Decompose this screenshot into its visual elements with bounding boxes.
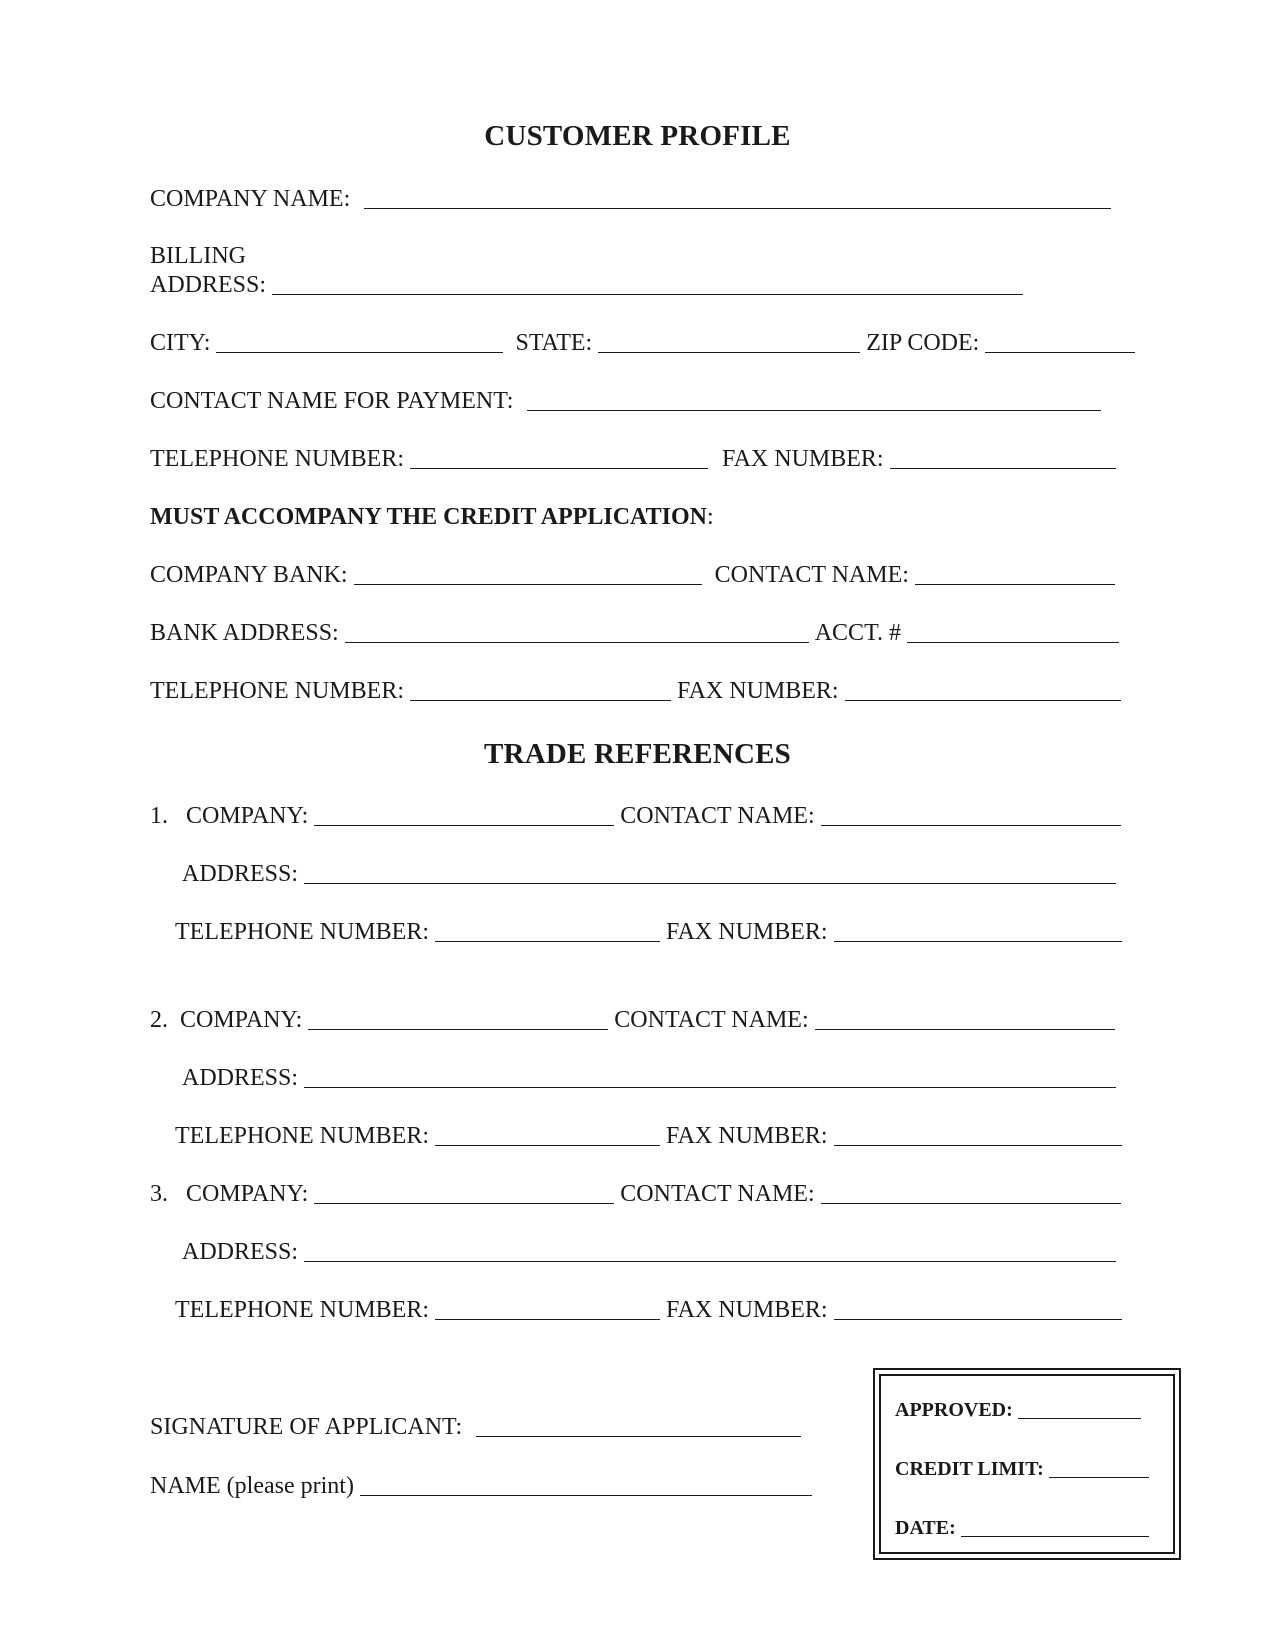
reference-contact-label: CONTACT NAME: — [620, 1181, 815, 1207]
company-bank-label: COMPANY BANK: — [150, 562, 348, 588]
date-field[interactable] — [961, 1518, 1149, 1537]
signature-field[interactable] — [476, 1414, 801, 1437]
contact-payment-field[interactable] — [527, 388, 1101, 411]
bank-telephone-label: TELEPHONE NUMBER: — [150, 678, 404, 704]
reference-number: 3. — [150, 1181, 168, 1207]
reference-1-company-row — [150, 802, 1121, 830]
reference-2-fax-field[interactable] — [834, 1123, 1122, 1146]
telephone-field[interactable] — [410, 446, 708, 469]
reference-address-label: ADDRESS: — [182, 1065, 299, 1091]
bank-address-field[interactable] — [345, 620, 809, 643]
reference-contact-label: CONTACT NAME: — [614, 1007, 809, 1033]
company-name-row — [150, 185, 1111, 213]
billing-address-label: ADDRESS: — [150, 272, 267, 298]
company-bank-field[interactable] — [354, 562, 702, 585]
reference-telephone-label: TELEPHONE NUMBER: — [175, 1123, 429, 1149]
approved-field[interactable] — [1018, 1400, 1141, 1419]
reference-1-company-field[interactable] — [314, 803, 614, 826]
reference-1-telephone-field[interactable] — [435, 919, 660, 942]
reference-3-contact-field[interactable] — [821, 1181, 1121, 1204]
reference-company-label: COMPANY: — [186, 803, 309, 829]
billing-label: BILLING — [150, 243, 246, 269]
reference-3-address-field[interactable] — [304, 1239, 1116, 1262]
acct-label: ACCT. # — [814, 620, 901, 646]
reference-fax-label: FAX NUMBER: — [666, 1297, 828, 1323]
credit-limit-field[interactable] — [1049, 1459, 1149, 1478]
state-label: STATE: — [515, 330, 593, 356]
reference-1-fax-field[interactable] — [834, 919, 1122, 942]
reference-2-company-field[interactable] — [308, 1007, 608, 1030]
contact-payment-label: CONTACT NAME FOR PAYMENT: — [150, 388, 514, 414]
must-accompany-row — [150, 503, 714, 531]
bank-address-row — [150, 619, 1119, 647]
reference-telephone-label: TELEPHONE NUMBER: — [175, 1297, 429, 1323]
company-name-field[interactable] — [364, 186, 1111, 209]
reference-2-company-row — [150, 1006, 1115, 1034]
print-name-row — [150, 1472, 812, 1500]
billing-address-field[interactable] — [272, 272, 1023, 295]
trade-references-title: TRADE REFERENCES — [484, 738, 791, 770]
signature-label: SIGNATURE OF APPLICANT: — [150, 1414, 463, 1440]
reference-company-label: COMPANY: — [180, 1007, 303, 1033]
reference-2-address-field[interactable] — [304, 1065, 1116, 1088]
fax-label: FAX NUMBER: — [722, 446, 884, 472]
company-bank-row — [150, 561, 1115, 589]
credit-limit-row — [895, 1457, 1149, 1481]
state-field[interactable] — [598, 330, 860, 353]
bank-contact-name-field[interactable] — [915, 562, 1115, 585]
page-title: CUSTOMER PROFILE — [484, 120, 791, 152]
reference-telephone-label: TELEPHONE NUMBER: — [175, 919, 429, 945]
city-state-zip-row — [150, 329, 1135, 357]
reference-3-company-row — [150, 1180, 1121, 1208]
reference-address-label: ADDRESS: — [182, 1239, 299, 1265]
bank-fax-label: FAX NUMBER: — [677, 678, 839, 704]
reference-2-telephone-field[interactable] — [435, 1123, 660, 1146]
telephone-fax-row — [150, 445, 1116, 473]
zip-code-label: ZIP CODE: — [866, 330, 980, 356]
date-label: DATE: — [895, 1517, 956, 1539]
approved-label: APPROVED: — [895, 1399, 1013, 1421]
bank-telephone-field[interactable] — [410, 678, 671, 701]
contact-payment-row — [150, 387, 1101, 415]
reference-2-address-row — [182, 1064, 1116, 1092]
city-label: CITY: — [150, 330, 211, 356]
reference-1-address-row — [182, 860, 1116, 888]
reference-3-company-field[interactable] — [314, 1181, 614, 1204]
reference-number: 2. — [150, 1007, 168, 1033]
reference-address-label: ADDRESS: — [182, 861, 299, 887]
reference-company-label: COMPANY: — [186, 1181, 309, 1207]
print-name-field[interactable] — [360, 1473, 812, 1496]
reference-2-contact-field[interactable] — [815, 1007, 1115, 1030]
reference-3-fax-field[interactable] — [834, 1297, 1122, 1320]
signature-row — [150, 1413, 801, 1441]
company-name-label: COMPANY NAME: — [150, 186, 351, 212]
reference-1-contact-field[interactable] — [821, 803, 1121, 826]
reference-number: 1. — [150, 803, 168, 829]
billing-label-row — [150, 242, 246, 270]
telephone-label: TELEPHONE NUMBER: — [150, 446, 404, 472]
bank-fax-field[interactable] — [845, 678, 1121, 701]
reference-3-address-row — [182, 1238, 1116, 1266]
reference-1-address-field[interactable] — [304, 861, 1116, 884]
reference-fax-label: FAX NUMBER: — [666, 919, 828, 945]
reference-1-telephone-row — [175, 918, 1122, 946]
credit-limit-label: CREDIT LIMIT: — [895, 1458, 1044, 1480]
reference-contact-label: CONTACT NAME: — [620, 803, 815, 829]
reference-fax-label: FAX NUMBER: — [666, 1123, 828, 1149]
zip-code-field[interactable] — [985, 330, 1135, 353]
must-accompany-colon: : — [706, 504, 714, 530]
fax-field[interactable] — [890, 446, 1116, 469]
date-row — [895, 1516, 1149, 1540]
billing-address-row — [150, 271, 1023, 299]
approval-box — [873, 1368, 1181, 1560]
city-field[interactable] — [216, 330, 503, 353]
bank-address-label: BANK ADDRESS: — [150, 620, 339, 646]
reference-3-telephone-row — [175, 1296, 1122, 1324]
bank-telephone-fax-row — [150, 677, 1121, 705]
bank-contact-name-label: CONTACT NAME: — [714, 562, 909, 588]
reference-3-telephone-field[interactable] — [435, 1297, 660, 1320]
print-name-label: NAME (please print) — [150, 1473, 354, 1499]
reference-2-telephone-row — [175, 1122, 1122, 1150]
must-accompany-heading: MUST ACCOMPANY THE CREDIT APPLICATION — [150, 504, 707, 530]
approved-row — [895, 1398, 1141, 1422]
acct-field[interactable] — [907, 620, 1119, 643]
